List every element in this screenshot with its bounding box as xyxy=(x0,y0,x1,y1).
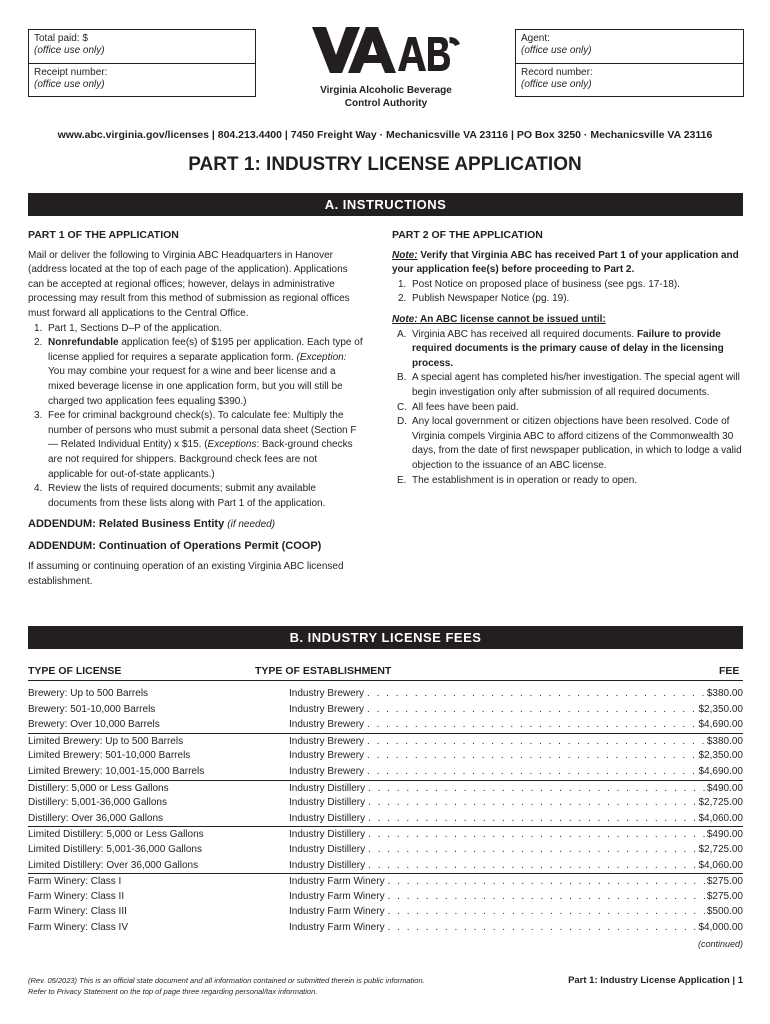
addendum-title: ADDENDUM: Related Business Entity xyxy=(28,518,225,530)
establishment-name: Industry Farm Winery xyxy=(289,906,385,918)
fee-cell: $380.00 xyxy=(706,688,743,699)
establishment-name: Industry Distillery xyxy=(289,782,366,794)
fee-table xyxy=(28,686,743,936)
leader-dots xyxy=(364,686,707,702)
fee-cell: $4,060.00 xyxy=(698,812,743,824)
part2-heading: PART 2 OF THE APPLICATION xyxy=(392,229,543,241)
page-title: PART 1: INDUSTRY LICENSE APPLICATION xyxy=(188,154,582,175)
part2-list xyxy=(392,278,744,307)
footer-line-2: Refer to Privacy Statement on the top of page three regarding personal/tax information. xyxy=(28,987,318,996)
table-row xyxy=(28,733,743,749)
establishment-cell xyxy=(289,717,743,733)
table-row xyxy=(28,748,743,764)
footer-disclaimer xyxy=(28,975,478,997)
list-item xyxy=(392,415,744,473)
record-number-field[interactable] xyxy=(516,63,743,96)
contact-line: www.abc.virginia.gov/licenses | 804.213.4400 | 7450 Freight Way · Mechanicsville VA 23116 | PO Box 3250 · Mechanicsville VA 23116 xyxy=(57,129,713,141)
establishment-name: Industry Distillery xyxy=(289,812,366,824)
table-row xyxy=(28,795,743,811)
table-row xyxy=(28,858,743,874)
item-number: 1. xyxy=(34,322,43,334)
addendum-related-business xyxy=(28,518,275,530)
leader-dots xyxy=(364,702,698,718)
table-row xyxy=(28,811,743,827)
part1-intro: Mail or deliver the following to Virginia ABC Headquarters in Hanover (address located at the top of each page of the application). Applications can be accepted at regional offices; however, delays in administrative processing may result from this method of submission as regional offices must forward all applications to the Central Office. xyxy=(28,249,350,319)
item-letter: C. xyxy=(397,401,407,413)
office-use-note: (office use only) xyxy=(34,45,105,56)
establishment-name: Industry Distillery xyxy=(289,859,366,871)
office-use-note: (office use only) xyxy=(34,79,105,90)
fee-cell: $275.00 xyxy=(706,890,743,902)
license-type-cell: Limited Brewery: 501-10,000 Barrels xyxy=(28,750,191,762)
item-text: application fee(s) of $195 per application. Each type of license applied for requires a separate application form. xyxy=(48,337,363,363)
list-item xyxy=(28,336,364,409)
receipt-number-field[interactable] xyxy=(29,63,255,96)
fee-cell: $2,725.00 xyxy=(698,797,743,809)
instructions-banner: A. INSTRUCTIONS xyxy=(28,193,743,216)
establishment-name: Industry Distillery xyxy=(289,843,366,855)
license-type-cell: Limited Brewery: 10,001-15,000 Barrels xyxy=(28,765,205,777)
va-abc-logo-graphic xyxy=(312,25,460,75)
item-text-rest: : Back-ground checks are not required for shippers. Background check fees are not applicable for out-of-state applicants.) xyxy=(48,439,353,480)
agent-label: Agent: xyxy=(521,33,550,44)
note-label: Note: xyxy=(392,313,418,325)
list-item xyxy=(392,474,744,489)
fee-cell: $490.00 xyxy=(706,829,743,841)
fees-banner: B. INDUSTRY LICENSE FEES xyxy=(28,626,743,649)
office-use-box-left xyxy=(28,29,256,97)
establishment-name: Industry Farm Winery xyxy=(289,890,385,902)
license-type-cell: Limited Distillery: Over 36,000 Gallons xyxy=(28,859,199,871)
office-use-note: (office use only) xyxy=(521,79,592,90)
page-label: Part 1: Industry License Application | 1 xyxy=(568,975,743,986)
total-paid-label: Total paid: $ xyxy=(34,33,88,44)
list-item xyxy=(28,409,364,482)
license-type-cell: Distillery: 5,001-36,000 Gallons xyxy=(28,797,167,809)
table-row xyxy=(28,842,743,858)
establishment-cell xyxy=(289,827,743,843)
note-label: Note: xyxy=(392,249,418,261)
item-letter: A. xyxy=(397,328,407,340)
establishment-name: Industry Brewery xyxy=(289,735,365,747)
establishment-name: Industry Farm Winery xyxy=(289,876,385,888)
fee-cell: $4,690.00 xyxy=(698,719,743,731)
item-letter: E. xyxy=(397,474,407,486)
item-text: Publish Newspaper Notice (pg. 19). xyxy=(412,293,570,305)
fee-cell: $2,350.00 xyxy=(698,703,743,715)
license-type-cell: Farm Winery: Class II xyxy=(28,890,125,902)
table-row xyxy=(28,717,743,733)
item-text: Part 1, Sections D–P of the application. xyxy=(48,322,222,334)
leader-dots xyxy=(385,874,707,890)
table-row xyxy=(28,904,743,920)
fee-cell: $380.00 xyxy=(706,735,743,747)
fee-cell: $4,060.00 xyxy=(698,859,743,871)
establishment-name: Industry Distillery xyxy=(289,829,366,841)
establishment-cell xyxy=(289,920,743,936)
item-italic-text: (Exception: xyxy=(296,351,347,363)
item-text: Post Notice on proposed place of business (see pgs. 17-18). xyxy=(412,278,680,290)
license-type-cell: Farm Winery: Class I xyxy=(28,876,122,888)
fee-cell: $4,690.00 xyxy=(698,765,743,777)
establishment-cell xyxy=(289,874,743,890)
office-use-box-right xyxy=(515,29,744,97)
license-type-cell: Limited Distillery: 5,001-36,000 Gallons xyxy=(28,843,202,855)
item-letter: B. xyxy=(397,372,407,384)
fee-cell: $2,350.00 xyxy=(698,750,743,762)
list-item xyxy=(392,292,744,307)
item-text: Review the lists of required documents; submit any available documents from these lists along with Part 1 of the application. xyxy=(48,483,326,509)
table-row xyxy=(28,920,743,936)
addendum-coop-text: If assuming or continuing operation of an existing Virginia ABC licensed establishment. xyxy=(28,561,344,587)
record-number-label: Record number: xyxy=(521,67,593,78)
note-text: Verify that Virginia ABC has received Part 1 of your application and your application fee(s) before proceeding to Part 2. xyxy=(392,249,739,276)
table-row xyxy=(28,764,743,780)
leader-dots xyxy=(364,734,707,750)
item-number: 4. xyxy=(34,483,43,495)
column-header-establishment: TYPE OF ESTABLISHMENT xyxy=(255,665,392,677)
fee-cell: $2,725.00 xyxy=(698,843,743,855)
column-header-type: TYPE OF LICENSE xyxy=(28,665,122,677)
column-header-fee: FEE xyxy=(719,665,740,677)
leader-dots xyxy=(364,748,698,764)
leader-dots xyxy=(365,781,707,797)
establishment-cell xyxy=(289,702,743,718)
establishment-cell xyxy=(289,811,743,827)
establishment-cell xyxy=(289,795,743,811)
list-item xyxy=(392,328,744,372)
note-text: An ABC license cannot be issued until: xyxy=(417,313,606,325)
part2-note xyxy=(392,249,744,278)
establishment-name: Industry Brewery xyxy=(289,750,365,762)
establishment-name: Industry Brewery xyxy=(289,765,365,777)
license-type-cell: Brewery: Over 10,000 Barrels xyxy=(28,719,160,731)
leader-dots xyxy=(365,842,698,858)
agent-field[interactable] xyxy=(516,30,743,63)
license-type-cell: Brewery: 501-10,000 Barrels xyxy=(28,703,156,715)
header-divider xyxy=(28,680,743,681)
item-text: Fee for criminal background check(s). To calculate fee: Multiply the number of persons who must submit a personal data sheet (Section F — Related Individual Entity) x $15. ( xyxy=(48,410,357,451)
establishment-cell xyxy=(289,858,743,874)
agency-name xyxy=(298,84,474,110)
license-type-cell: Distillery: 5,000 or Less Gallons xyxy=(28,782,169,794)
continued-note: (continued) xyxy=(697,939,743,949)
establishment-name: Industry Farm Winery xyxy=(289,921,385,933)
item-number: 2. xyxy=(34,337,43,349)
license-type-cell: Limited Distillery: 5,000 or Less Gallons xyxy=(28,829,204,841)
fee-cell: $275.00 xyxy=(706,876,743,888)
establishment-name: Industry Brewery xyxy=(289,703,365,715)
office-use-note: (office use only) xyxy=(521,45,592,56)
establishment-cell xyxy=(289,889,743,905)
establishment-name: Industry Brewery xyxy=(289,719,365,731)
leader-dots xyxy=(365,827,707,843)
item-text: Any local government or citizen objections have been resolved. Code of Virginia compels Virginia ABC to afford citizens of the Commonwealth 30 days, from the date of first newspaper publication, in which to lodge a valid objection to the issuance of an ABC license. xyxy=(412,416,742,471)
table-row xyxy=(28,780,743,796)
addendum-coop: ADDENDUM: Continuation of Operations Permit (COOP) xyxy=(28,540,322,552)
item-text: The establishment is in operation or ready to open. xyxy=(412,474,638,486)
establishment-name: Industry Distillery xyxy=(289,797,366,809)
establishment-cell xyxy=(289,842,743,858)
item-text-rest: You may combine your request for a wine and beer license and a mixed beverage license in one application form, but you will still be charged two application fees equaling $390.) xyxy=(48,366,343,407)
table-row xyxy=(28,686,743,702)
fee-cell: $500.00 xyxy=(706,906,743,918)
list-item xyxy=(28,482,364,511)
table-row xyxy=(28,873,743,889)
establishment-cell xyxy=(289,748,743,764)
license-conditions-list xyxy=(392,328,744,489)
item-text: Virginia ABC has received all required documents. xyxy=(412,328,637,340)
footer-line-1: (Rev. 05/2023) This is an official state document and all information contained or submitted therein is public information. xyxy=(28,976,425,985)
list-item xyxy=(392,278,744,293)
table-row xyxy=(28,702,743,718)
item-bold-text: Failure to provide required documents is the primary cause of delay in the licensing process. xyxy=(412,328,724,369)
item-number: 3. xyxy=(34,410,43,422)
establishment-cell xyxy=(289,904,743,920)
table-row xyxy=(28,889,743,905)
leader-dots xyxy=(365,811,698,827)
addendum-note: (if needed) xyxy=(227,519,276,530)
item-text: All fees have been paid. xyxy=(412,401,519,413)
list-item xyxy=(28,322,364,337)
license-type-cell: Farm Winery: Class III xyxy=(28,906,127,918)
establishment-cell xyxy=(289,686,743,702)
total-paid-field[interactable] xyxy=(29,30,255,63)
agency-line-2: Control Authority xyxy=(344,98,428,109)
leader-dots xyxy=(385,889,707,905)
license-type-cell: Distillery: Over 36,000 Gallons xyxy=(28,812,164,824)
license-type-cell: Limited Brewery: Up to 500 Barrels xyxy=(28,735,184,747)
item-bold-text: Nonrefundable xyxy=(48,337,119,349)
establishment-cell xyxy=(289,781,743,797)
receipt-number-label: Receipt number: xyxy=(34,67,108,78)
leader-dots xyxy=(365,858,698,874)
license-note xyxy=(392,313,744,328)
fee-cell: $4,000.00 xyxy=(698,921,743,933)
list-item xyxy=(392,371,744,400)
item-number: 1. xyxy=(398,278,407,290)
leader-dots xyxy=(385,920,699,936)
item-italic-text: Exceptions xyxy=(207,439,257,451)
establishment-cell xyxy=(289,764,743,780)
license-type-cell: Brewery: Up to 500 Barrels xyxy=(28,688,149,699)
establishment-cell xyxy=(289,734,743,750)
item-text: A special agent has completed his/her investigation. The special agent will begin investigation only after submission of all required documents. xyxy=(412,372,740,398)
part1-list xyxy=(28,322,364,512)
part1-heading: PART 1 OF THE APPLICATION xyxy=(28,229,179,241)
leader-dots xyxy=(365,795,698,811)
table-row xyxy=(28,826,743,842)
list-item xyxy=(392,401,744,416)
item-number: 2. xyxy=(398,293,407,305)
fee-cell: $490.00 xyxy=(706,782,743,794)
establishment-name: Industry Brewery xyxy=(289,688,365,699)
license-type-cell: Farm Winery: Class IV xyxy=(28,921,129,933)
leader-dots xyxy=(364,764,698,780)
part2-instructions xyxy=(392,228,744,488)
agency-line-1: Virginia Alcoholic Beverage xyxy=(320,85,452,96)
leader-dots xyxy=(385,904,707,920)
part1-instructions xyxy=(28,228,364,511)
item-letter: D. xyxy=(397,416,407,428)
leader-dots xyxy=(364,717,698,733)
